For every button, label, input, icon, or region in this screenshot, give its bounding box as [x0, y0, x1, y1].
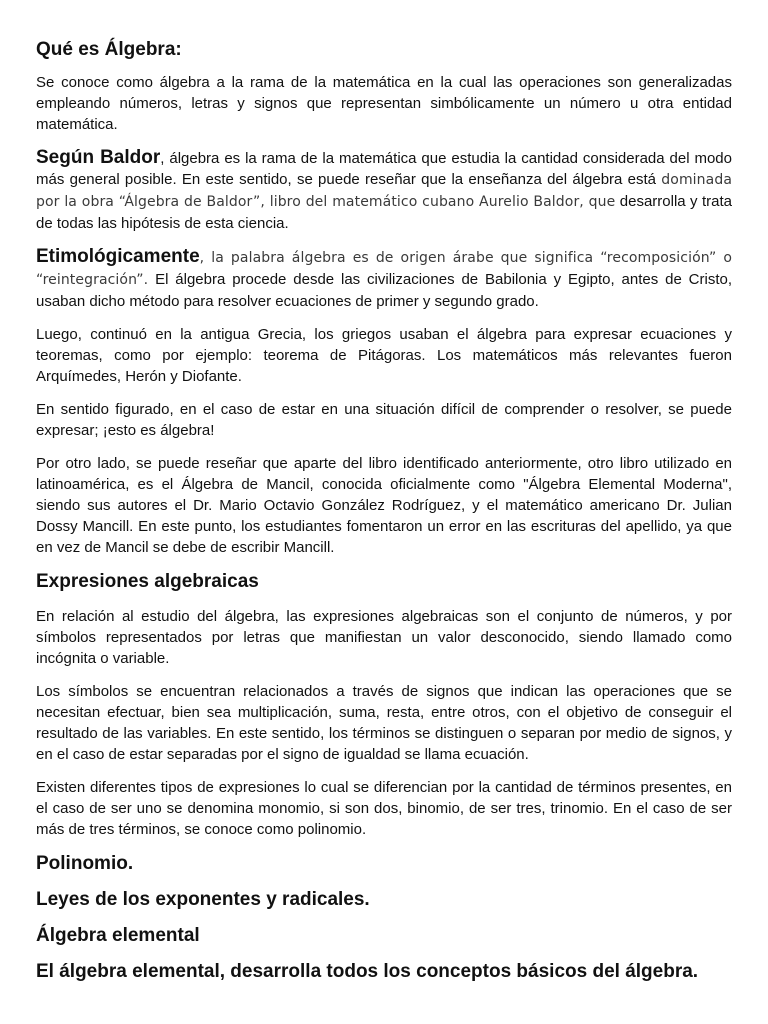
paragraph-grecia: Luego, continuó en la antigua Grecia, los griegos usaban el álgebra para expresar ecuaciones y teoremas, como por ejemplo: teorema de Pitágoras. Los matemáticos más relevantes fueron Arquímedes, Herón y Diofante. [36, 326, 732, 385]
etimologia-text-soft: , la palabra álgebra es de origen árabe que significa “recomposición” o “reintegración”. [36, 250, 732, 288]
baldor-lead: Según Baldor [36, 147, 161, 168]
heading-expresiones-algebraicas: Expresiones algebraicas [36, 571, 259, 592]
baldor-text-soft: dominada por la obra “Álgebra de Baldor”, libro del matemático cubano Aurelio Baldor, que [36, 172, 732, 210]
heading-algebra-elemental-desc: El álgebra elemental, desarrolla todos los conceptos básicos del álgebra. [36, 961, 699, 982]
etimologia-lead: Etimológicamente [36, 246, 200, 267]
document-page [36, 30, 732, 984]
paragraph-expresiones-2: Los símbolos se encuentran relacionados a través de signos que indican las operaciones que se necesitan efectuar, bien sea multiplicación, suma, resta, entre otros, con el objetivo de conseguir el resultado de las variables. En este sentido, los términos se distinguen o separan por medio de signos, y en el caso de estar separadas por el signo de igualdad se llama ecuación. [36, 683, 732, 763]
paragraph-expresiones-1: En relación al estudio del álgebra, las expresiones algebraicas son el conjunto de números, y por símbolos representados por letras que manifiestan un valor desconocido, siendo llamado como incógnita o variable. [36, 608, 732, 667]
heading-leyes-exponentes: Leyes de los exponentes y radicales. [36, 889, 370, 910]
heading-algebra-elemental: Álgebra elemental [36, 925, 200, 946]
paragraph-expresiones-3: Existen diferentes tipos de expresiones lo cual se diferencian por la cantidad de términos presentes, en el caso de ser uno se denomina monomio, si son dos, binomio, de ser tres, trinomio. En el caso de ser más de tres términos, se conoce como polinomio. [36, 779, 732, 838]
paragraph-sentido-figurado: En sentido figurado, en el caso de estar en una situación difícil de comprender o resolver, se puede expresar; ¡esto es álgebra! [36, 401, 732, 439]
paragraph-baldor [36, 147, 732, 234]
baldor-text-1: , álgebra es la rama de la matemática que estudia la cantidad considerada del modo más general posible. En este sentido, se puede reseñar que la enseñanza del álgebra está [36, 150, 732, 188]
baldor-text-2: desarrolla y trata de todas las hipótesis de esta ciencia. [36, 193, 732, 232]
paragraph-definition: Se conoce como álgebra a la rama de la matemática en la cual las operaciones son generalizadas empleando números, letras y signos que representan simbólicamente un número u otra entidad matemática. [36, 74, 732, 133]
paragraph-etimologia [36, 246, 732, 312]
etimologia-text-rest: El álgebra procede desde las civilizaciones de Babilonia y Egipto, antes de Cristo, usaban dicho método para resolver ecuaciones de primer y segundo grado. [36, 271, 732, 310]
heading-que-es-algebra: Qué es Álgebra: [36, 39, 182, 60]
heading-polinomio: Polinomio. [36, 853, 134, 874]
paragraph-mancil: Por otro lado, se puede reseñar que aparte del libro identificado anteriormente, otro libro utilizado en latinoamérica, es el Álgebra de Mancil, conocida oficialmente como "Álgebra Elemental Moderna", siendo sus autores el Dr. Mario Octavio González Rodríguez, y el matemático americano Dr. Julian Dossy Mancill. En este punto, los estudiantes fomentaron un error en las escrituras del apellido, ya que en vez de Mancil se debe de escribir Mancill. [36, 455, 732, 556]
